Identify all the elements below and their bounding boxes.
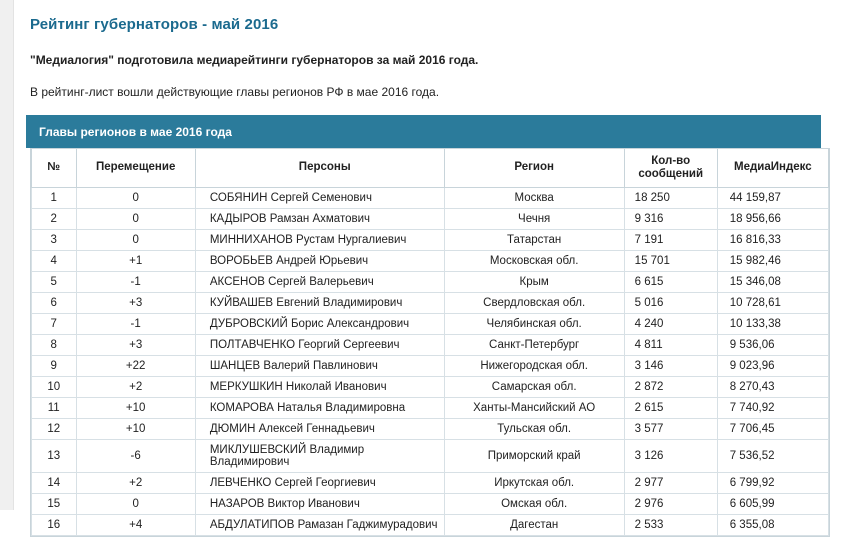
cell-messages: 4 811 bbox=[624, 335, 717, 356]
table-row bbox=[32, 515, 829, 536]
cell-media-index: 44 159,87 bbox=[717, 188, 828, 209]
cell-person: КОМАРОВА Наталья Владимировна bbox=[195, 398, 444, 419]
cell-movement: -6 bbox=[76, 440, 195, 473]
cell-region: Ханты-Мансийский АО bbox=[444, 398, 624, 419]
cell-number: 11 bbox=[32, 398, 77, 419]
cell-person: ШАНЦЕВ Валерий Павлинович bbox=[195, 356, 444, 377]
table-row bbox=[32, 209, 829, 230]
cell-region: Тульская обл. bbox=[444, 419, 624, 440]
cell-media-index: 9 023,96 bbox=[717, 356, 828, 377]
cell-number: 1 bbox=[32, 188, 77, 209]
page-content bbox=[14, 0, 843, 537]
cell-media-index: 10 133,38 bbox=[717, 314, 828, 335]
cell-region: Иркутская обл. bbox=[444, 473, 624, 494]
cell-number: 8 bbox=[32, 335, 77, 356]
cell-region: Санкт-Петербург bbox=[444, 335, 624, 356]
cell-region: Самарская обл. bbox=[444, 377, 624, 398]
table-header-row bbox=[32, 149, 829, 188]
cell-region: Дагестан bbox=[444, 515, 624, 536]
cell-movement: +2 bbox=[76, 377, 195, 398]
cell-movement: 0 bbox=[76, 230, 195, 251]
cell-media-index: 7 536,52 bbox=[717, 440, 828, 473]
cell-region: Приморский край bbox=[444, 440, 624, 473]
cell-movement: 0 bbox=[76, 494, 195, 515]
cell-movement: 0 bbox=[76, 209, 195, 230]
cell-media-index: 10 728,61 bbox=[717, 293, 828, 314]
cell-person: АКСЕНОВ Сергей Валерьевич bbox=[195, 272, 444, 293]
cell-region: Татарстан bbox=[444, 230, 624, 251]
cell-messages: 9 316 bbox=[624, 209, 717, 230]
cell-number: 9 bbox=[32, 356, 77, 377]
cell-media-index: 8 270,43 bbox=[717, 377, 828, 398]
table-row bbox=[32, 398, 829, 419]
table-row bbox=[32, 272, 829, 293]
table-row bbox=[32, 230, 829, 251]
cell-media-index: 6 605,99 bbox=[717, 494, 828, 515]
table-caption: Главы регионов в мае 2016 года bbox=[26, 115, 821, 148]
cell-movement: +4 bbox=[76, 515, 195, 536]
table-row bbox=[32, 188, 829, 209]
cell-movement: -1 bbox=[76, 272, 195, 293]
column-header-person: Персоны bbox=[195, 149, 444, 188]
cell-media-index: 9 536,06 bbox=[717, 335, 828, 356]
page-title: Рейтинг губернаторов - май 2016 bbox=[30, 16, 279, 33]
table-header bbox=[32, 149, 829, 188]
cell-number: 4 bbox=[32, 251, 77, 272]
cell-region: Московская обл. bbox=[444, 251, 624, 272]
cell-messages: 15 701 bbox=[624, 251, 717, 272]
table-row bbox=[32, 419, 829, 440]
lead-paragraph: "Медиалогия" подготовила медиарейтинги губернаторов за май 2016 года. bbox=[30, 53, 479, 67]
cell-movement: -1 bbox=[76, 314, 195, 335]
cell-number: 10 bbox=[32, 377, 77, 398]
column-header-movement: Перемещение bbox=[76, 149, 195, 188]
cell-region: Омская обл. bbox=[444, 494, 624, 515]
column-header-messages-line2: сообщений bbox=[638, 168, 704, 181]
cell-media-index: 6 355,08 bbox=[717, 515, 828, 536]
table-row bbox=[32, 293, 829, 314]
cell-person: МИКЛУШЕВСКИЙ Владимир Владимирович bbox=[195, 440, 444, 473]
cell-region: Свердловская обл. bbox=[444, 293, 624, 314]
cell-person: АБДУЛАТИПОВ Рамазан Гаджимурадович bbox=[195, 515, 444, 536]
table-row bbox=[32, 377, 829, 398]
cell-media-index: 6 799,92 bbox=[717, 473, 828, 494]
cell-movement: +10 bbox=[76, 419, 195, 440]
cell-media-index: 15 982,46 bbox=[717, 251, 828, 272]
cell-movement: +10 bbox=[76, 398, 195, 419]
cell-number: 7 bbox=[32, 314, 77, 335]
cell-number: 13 bbox=[32, 440, 77, 473]
cell-person: МЕРКУШКИН Николай Иванович bbox=[195, 377, 444, 398]
cell-messages: 18 250 bbox=[624, 188, 717, 209]
column-header-region: Регион bbox=[444, 149, 624, 188]
cell-movement: +3 bbox=[76, 335, 195, 356]
cell-number: 5 bbox=[32, 272, 77, 293]
rating-table-wrapper bbox=[30, 148, 830, 537]
cell-messages: 6 615 bbox=[624, 272, 717, 293]
sub-paragraph: В рейтинг-лист вошли действующие главы регионов РФ в мае 2016 года. bbox=[30, 85, 440, 99]
table-body bbox=[32, 188, 829, 536]
cell-person: КУЙВАШЕВ Евгений Владимирович bbox=[195, 293, 444, 314]
table-row bbox=[32, 473, 829, 494]
cell-number: 16 bbox=[32, 515, 77, 536]
cell-person: ЛЕВЧЕНКО Сергей Георгиевич bbox=[195, 473, 444, 494]
table-row bbox=[32, 251, 829, 272]
cell-movement: +3 bbox=[76, 293, 195, 314]
table-row bbox=[32, 314, 829, 335]
cell-messages: 7 191 bbox=[624, 230, 717, 251]
cell-person: ВОРОБЬЕВ Андрей Юрьевич bbox=[195, 251, 444, 272]
cell-media-index: 16 816,33 bbox=[717, 230, 828, 251]
cell-messages: 3 126 bbox=[624, 440, 717, 473]
cell-media-index: 7 740,92 bbox=[717, 398, 828, 419]
cell-region: Чечня bbox=[444, 209, 624, 230]
cell-number: 15 bbox=[32, 494, 77, 515]
cell-movement: +2 bbox=[76, 473, 195, 494]
column-header-number: № bbox=[32, 149, 77, 188]
cell-person: МИННИХАНОВ Рустам Нургалиевич bbox=[195, 230, 444, 251]
cell-person: ДУБРОВСКИЙ Борис Александрович bbox=[195, 314, 444, 335]
cell-media-index: 18 956,66 bbox=[717, 209, 828, 230]
table-row bbox=[32, 335, 829, 356]
cell-person: КАДЫРОВ Рамзан Ахматович bbox=[195, 209, 444, 230]
cell-movement: 0 bbox=[76, 188, 195, 209]
cell-messages: 3 577 bbox=[624, 419, 717, 440]
cell-media-index: 7 706,45 bbox=[717, 419, 828, 440]
cell-messages: 2 977 bbox=[624, 473, 717, 494]
column-header-media-index: МедиаИндекс bbox=[717, 149, 828, 188]
cell-person: ДЮМИН Алексей Геннадьевич bbox=[195, 419, 444, 440]
cell-region: Нижегородская обл. bbox=[444, 356, 624, 377]
cell-person: ПОЛТАВЧЕНКО Георгий Сергеевич bbox=[195, 335, 444, 356]
cell-person: СОБЯНИН Сергей Семенович bbox=[195, 188, 444, 209]
cell-messages: 5 016 bbox=[624, 293, 717, 314]
cell-region: Москва bbox=[444, 188, 624, 209]
cell-number: 12 bbox=[32, 419, 77, 440]
cell-media-index: 15 346,08 bbox=[717, 272, 828, 293]
cell-number: 2 bbox=[32, 209, 77, 230]
cell-region: Крым bbox=[444, 272, 624, 293]
table-row bbox=[32, 440, 829, 473]
cell-messages: 3 146 bbox=[624, 356, 717, 377]
cell-number: 14 bbox=[32, 473, 77, 494]
cell-number: 3 bbox=[32, 230, 77, 251]
cell-movement: +1 bbox=[76, 251, 195, 272]
cell-movement: +22 bbox=[76, 356, 195, 377]
cell-messages: 4 240 bbox=[624, 314, 717, 335]
cell-person: НАЗАРОВ Виктор Иванович bbox=[195, 494, 444, 515]
cell-messages: 2 533 bbox=[624, 515, 717, 536]
column-header-messages-line1: Кол-во bbox=[651, 155, 691, 167]
rating-table bbox=[31, 148, 829, 536]
table-row bbox=[32, 494, 829, 515]
column-header-messages bbox=[624, 149, 717, 188]
cell-messages: 2 615 bbox=[624, 398, 717, 419]
cell-region: Челябинская обл. bbox=[444, 314, 624, 335]
cell-messages: 2 976 bbox=[624, 494, 717, 515]
cell-messages: 2 872 bbox=[624, 377, 717, 398]
table-row bbox=[32, 356, 829, 377]
cell-number: 6 bbox=[32, 293, 77, 314]
left-gutter bbox=[0, 0, 14, 510]
